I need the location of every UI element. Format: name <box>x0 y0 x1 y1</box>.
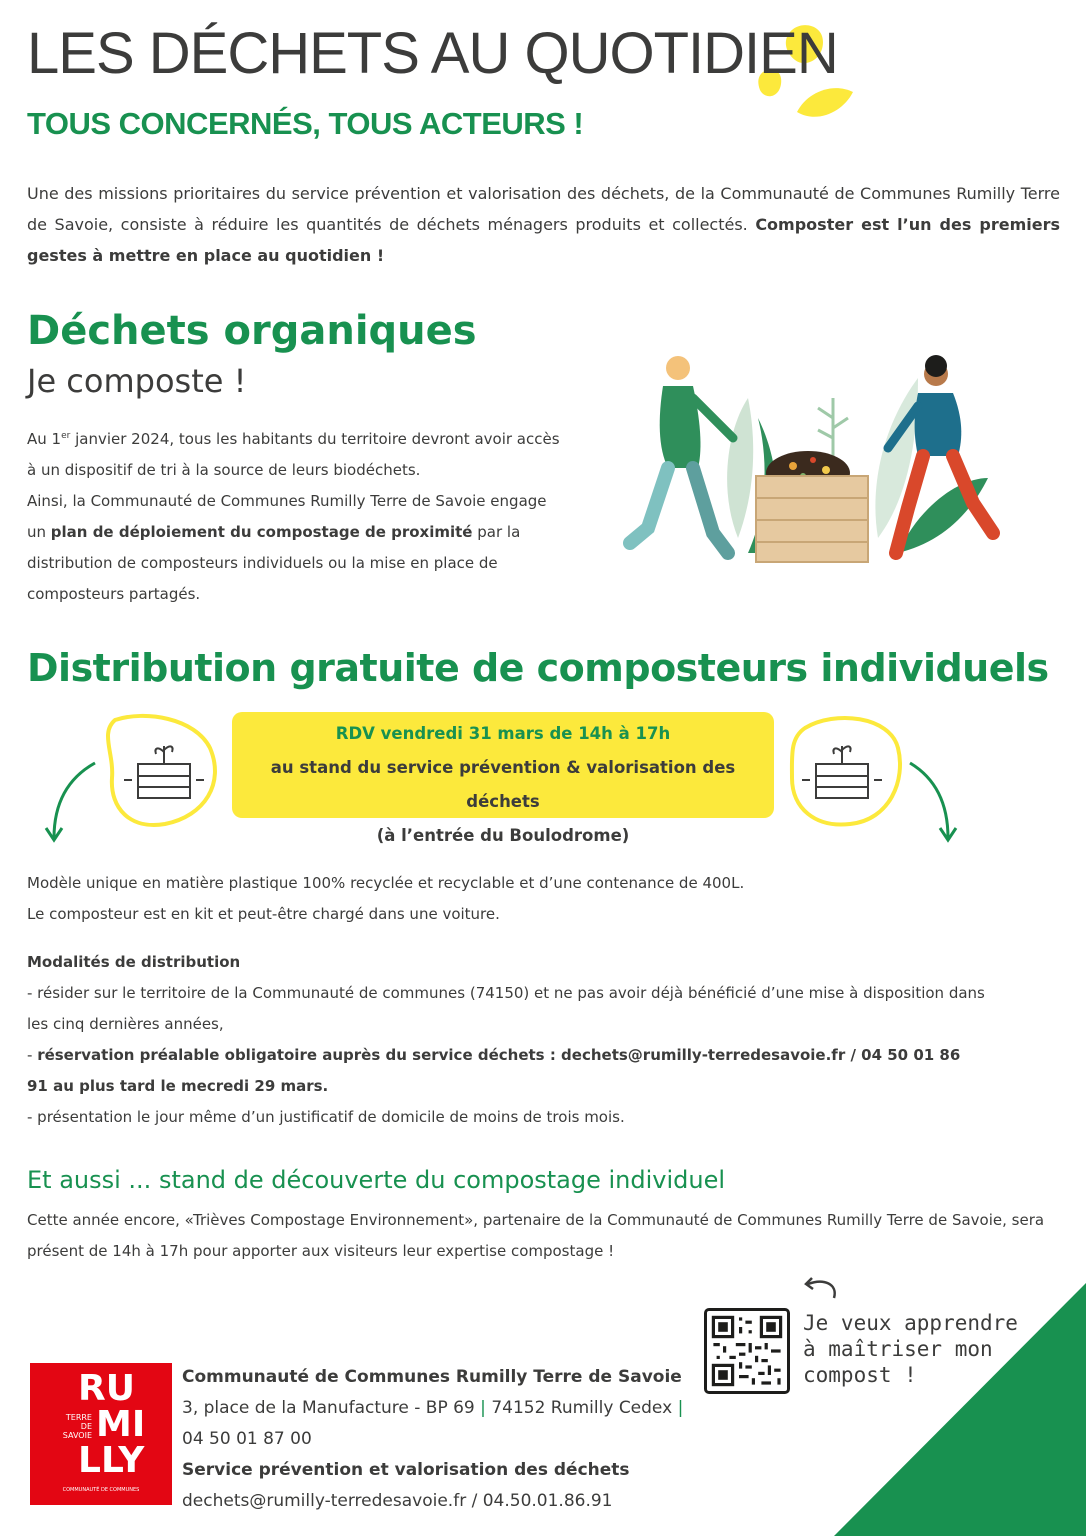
intro-bold: Composter est l’un des premiers gestes à mettre en place au quotidien ! <box>27 215 1060 265</box>
footer-email[interactable]: dechets@rumilly-terredesavoie.fr / 04.50.01.86.91 <box>182 1491 613 1511</box>
logo-baseline: COMMUNAUTÉ DE COMMUNES <box>62 1487 140 1493</box>
logo-de: DE <box>80 1422 92 1431</box>
qr-caption-line-3: compost ! <box>803 1363 917 1387</box>
model-line-1: Modèle unique en matière plastique 100% recyclée et recyclable et d’une contenance de 400L. <box>27 874 745 892</box>
logo-savoie: SAVOIE <box>62 1431 92 1440</box>
aussi-text: Cette année encore, «Trièves Compostage Environnement», partenaire de la Communauté de Communes Rumilly Terre de Savoie, sera présent de 14h à 17h pour apporter aux visiteurs leur expertise compostage ! <box>27 1211 1045 1260</box>
compost-subheading: Je composte ! <box>27 362 247 400</box>
model-line-2: Le composteur est en kit et peut-être chargé dans une voiture. <box>27 905 500 923</box>
rdv-banner <box>232 712 774 845</box>
qr-code[interactable] <box>704 1308 790 1394</box>
composter-icon-left <box>40 708 230 858</box>
logo-lly: LLY <box>78 1440 145 1481</box>
modalites-item-2-prefix: - <box>27 1046 38 1064</box>
logo-ru: RU <box>78 1368 135 1409</box>
modalites-heading: Modalités de distribution <box>27 953 241 971</box>
footer-service: Service prévention et valorisation des déchets <box>182 1460 630 1480</box>
footer-separator-2: | <box>677 1398 684 1418</box>
footer-address-a: 3, place de la Manufacture - BP 69 <box>182 1398 475 1418</box>
intro-paragraph <box>27 178 1060 271</box>
intro-text: Une des missions prioritaires du service prévention et valorisation des déchets, de la Communauté de Communes Rumilly Terre de Savoie, consiste à réduire les quantités de déchets ménagers produits et collectés. <box>27 184 1060 234</box>
organic-p2-bold: plan de déploiement du compostage de proximité <box>50 523 473 541</box>
model-description <box>27 868 1027 930</box>
qr-caption-line-1: Je veux apprendre <box>803 1311 1018 1335</box>
qr-code-pattern <box>707 1311 787 1391</box>
modalites-item-1: - résider sur le territoire de la Communauté de communes (74150) et ne pas avoir déjà bénéficié d’une mise à disposition dans les cinq dernières années, <box>27 984 985 1033</box>
modalites-item-2 <box>27 1040 967 1102</box>
qr-caption <box>803 1310 1018 1388</box>
aussi-heading: Et aussi ... stand de découverte du compostage individuel <box>27 1166 726 1194</box>
rumilly-logo <box>30 1363 172 1505</box>
rdv-place: (à l’entrée du Boulodrome) <box>376 826 630 845</box>
logo-terre: TERRE <box>65 1413 92 1422</box>
organic-p1-sup: er <box>61 431 71 441</box>
organic-p1-a: Au 1 <box>27 430 62 448</box>
composter-icon-right <box>780 708 980 858</box>
modalites-item-3: - présentation le jour même d’un justificatif de domicile de moins de trois mois. <box>27 1108 625 1126</box>
logo-terre-de-savoie <box>52 1413 92 1440</box>
rdv-location: au stand du service prévention & valorisation des déchets <box>270 758 736 811</box>
organic-p2-a: Ainsi, la Communauté de Communes Rumilly Terre de Savoie engage un <box>27 492 547 541</box>
page-title: LES DÉCHETS AU QUOTIDIEN <box>27 21 838 86</box>
footer-address-b: 74152 Rumilly Cedex <box>491 1398 673 1418</box>
organic-paragraph <box>27 421 567 610</box>
organic-p2-b: par la distribution de composteurs individuels ou la mise en place de composteurs partagés. <box>27 523 521 603</box>
footer-separator-1: | <box>480 1398 486 1418</box>
logo-mi: MI <box>96 1404 146 1445</box>
qr-caption-line-2: à maîtriser mon <box>803 1337 993 1361</box>
distribution-heading: Distribution gratuite de composteurs individuels <box>27 646 1049 690</box>
footer-org: Communauté de Communes Rumilly Terre de Savoie <box>182 1367 682 1387</box>
footer-contact <box>182 1362 683 1517</box>
modalites-item-2-bold: réservation préalable obligatoire auprès du service déchets : dechets@rumilly-terredesavoie.fr / 04 50 01 86 91 au plus tard le mecredi 29 mars. <box>27 1046 961 1095</box>
compost-illustration <box>618 338 1018 568</box>
footer-phone: 04 50 01 87 00 <box>182 1429 312 1449</box>
rdv-date: RDV vendredi 31 mars de 14h à 17h <box>335 724 671 743</box>
modalites-section <box>27 947 1027 1133</box>
page-subtitle: TOUS CONCERNÉS, TOUS ACTEURS ! <box>27 106 584 141</box>
organic-heading: Déchets organiques <box>27 308 477 354</box>
curved-arrow-icon <box>798 1276 842 1302</box>
organic-p1-b: janvier 2024, tous les habitants du territoire devront avoir accès à un dispositif de tri à la source de leurs biodéchets. <box>27 430 560 479</box>
footer-address <box>182 1393 683 1424</box>
